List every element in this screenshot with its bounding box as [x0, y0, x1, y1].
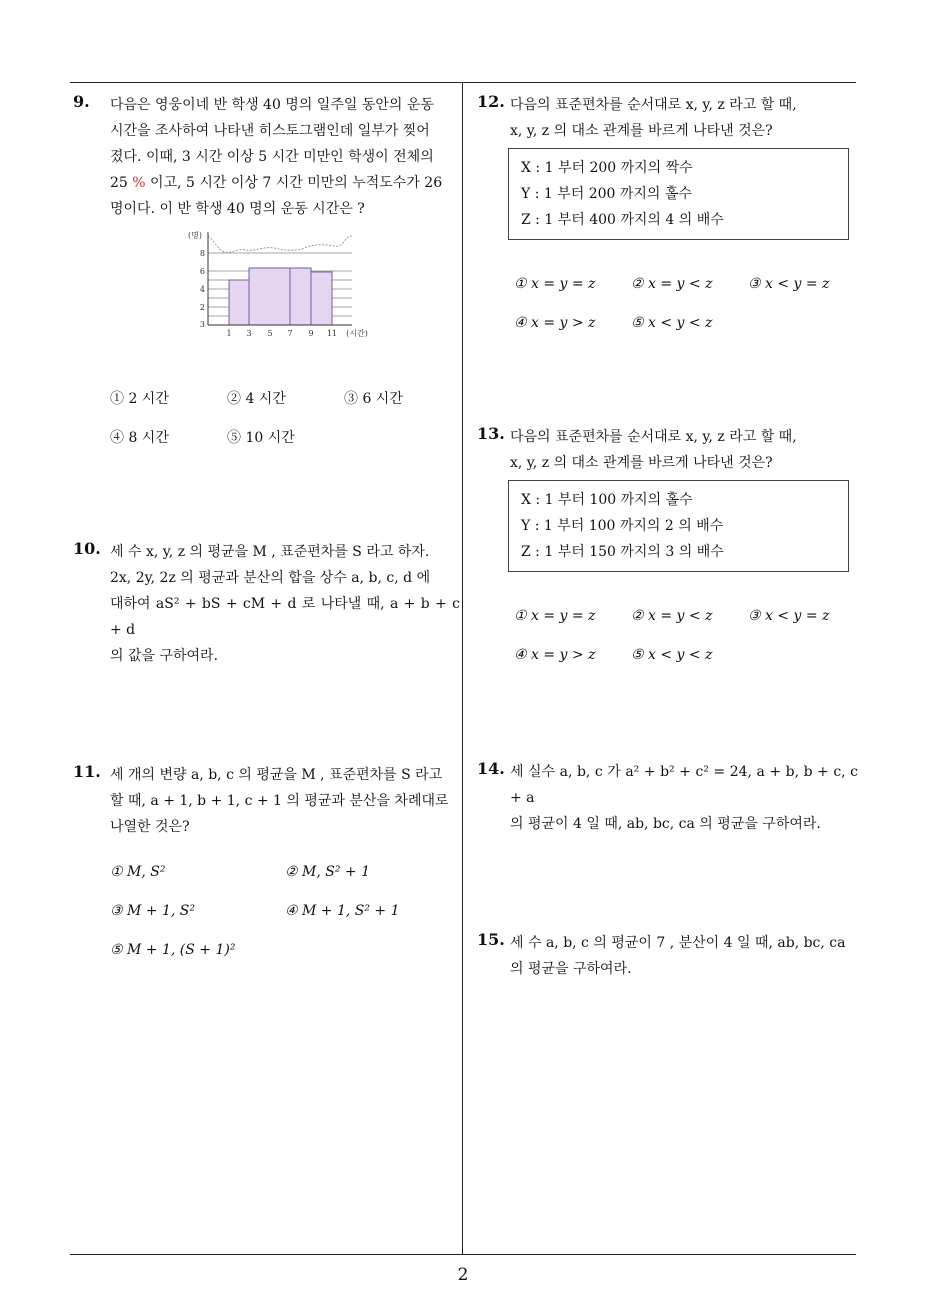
choice-5[interactable]: ⑤ 10 시간	[227, 430, 295, 446]
text-line: 의 평균을 구하여라.	[510, 961, 632, 977]
text-line: 2x, 2y, 2z 의 평균과 분산의 합을 상수 a, b, c, d 에	[110, 570, 431, 586]
text-line: 세 개의 변량 a, b, c 의 평균을 M , 표준편차를 S 라고	[110, 767, 443, 783]
question-number: 9.	[73, 92, 90, 111]
choice-5[interactable]: ⑤ M + 1, (S + 1)²	[110, 942, 236, 958]
x-tick-label: 11	[326, 329, 338, 338]
text-line	[110, 170, 460, 196]
top-rule	[70, 82, 856, 83]
condition-box	[508, 480, 849, 572]
question-text	[110, 539, 460, 669]
text-line: 시간을 조사하여 나타낸 히스토그램인데 일부가 찢어	[110, 123, 430, 139]
text-line: 의 값을 구하여라.	[110, 648, 219, 664]
choice-2[interactable]: ② x = y < z	[631, 608, 713, 624]
question-number: 12.	[477, 92, 505, 111]
condition-line: Y : 1 부터 200 까지의 홀수	[521, 186, 692, 202]
choice-1[interactable]: ① x = y = z	[514, 608, 596, 624]
percent-value: 25	[110, 175, 128, 191]
question-number: 10.	[73, 539, 101, 558]
text-line: 다음은 영웅이네 반 학생 40 명의 일주일 동안의 운동	[110, 97, 434, 113]
x-tick-label: 7	[287, 329, 293, 338]
x-tick-label: 1	[226, 329, 232, 338]
choice-5[interactable]: ⑤ x < y < z	[631, 315, 713, 331]
page-number: 2	[457, 1265, 469, 1285]
choice-3[interactable]: ③ x < y = z	[748, 276, 830, 292]
choice-1[interactable]: ① M, S²	[110, 864, 166, 880]
condition-box	[508, 148, 849, 240]
condition-line: Y : 1 부터 100 까지의 2 의 배수	[521, 518, 724, 534]
text-line: 나열한 것은?	[110, 819, 190, 835]
condition-line: Z : 1 부터 400 까지의 4 의 배수	[521, 212, 724, 228]
y-tick-label: 2	[199, 303, 205, 312]
question-text	[510, 92, 858, 144]
x-tick-label: 3	[246, 329, 252, 338]
x-tick-label: 9	[308, 329, 314, 338]
question-text	[510, 930, 858, 982]
choice-5[interactable]: ⑤ x < y < z	[631, 647, 713, 663]
question-text	[510, 424, 858, 476]
condition-line: Z : 1 부터 150 까지의 3 의 배수	[521, 544, 724, 560]
question-number: 14.	[477, 759, 505, 778]
question-number: 15.	[477, 930, 505, 949]
text-line: 대하여 aS² + bS + cM + d 로 나타낼 때, a + b + c + d	[110, 596, 460, 638]
percent-sign: %	[132, 175, 146, 191]
choice-4[interactable]: ④ x = y > z	[514, 647, 596, 663]
choice-2[interactable]: ② 4 시간	[227, 391, 286, 407]
text-line: 명이다. 이 반 학생 40 명의 운동 시간은 ?	[110, 201, 365, 217]
choice-4[interactable]: ④ 8 시간	[110, 430, 169, 446]
text-line: 의 평균이 4 일 때, ab, bc, ca 의 평균을 구하여라.	[510, 816, 821, 832]
histogram-chart	[184, 228, 384, 340]
condition-line: X : 1 부터 200 까지의 짝수	[521, 160, 693, 176]
choice-1[interactable]: ① x = y = z	[514, 276, 596, 292]
y-axis-label: (명)	[188, 231, 202, 240]
text-line: x, y, z 의 대소 관계를 바르게 나타낸 것은?	[510, 455, 773, 471]
question-text	[510, 759, 858, 837]
histogram-bar	[249, 268, 290, 325]
text-line: 세 수 x, y, z 의 평균을 M , 표준편차를 S 라고 하자.	[110, 544, 430, 560]
y-tick-label: 3	[199, 320, 205, 329]
bottom-rule	[70, 1254, 856, 1255]
choice-4[interactable]: ④ x = y > z	[514, 315, 596, 331]
choice-2[interactable]: ② M, S² + 1	[285, 864, 370, 880]
text-line: 세 수 a, b, c 의 평균이 7 , 분산이 4 일 때, ab, bc, ca	[510, 935, 846, 951]
column-divider	[462, 82, 463, 1254]
choice-1[interactable]: ① 2 시간	[110, 391, 169, 407]
text-line: 다음의 표준편차를 순서대로 x, y, z 라고 할 때,	[510, 429, 797, 445]
question-text	[110, 762, 460, 840]
histogram-bar	[311, 272, 332, 325]
text-fragment: 이고, 5 시간 이상 7 시간 미만의 누적도수가 26	[145, 175, 443, 191]
x-axis-label: (시간)	[346, 329, 368, 338]
choice-4[interactable]: ④ M + 1, S² + 1	[285, 903, 400, 919]
text-line: 다음의 표준편차를 순서대로 x, y, z 라고 할 때,	[510, 97, 797, 113]
condition-line: X : 1 부터 100 까지의 홀수	[521, 492, 693, 508]
question-number: 11.	[73, 762, 101, 781]
text-line: x, y, z 의 대소 관계를 바르게 나타낸 것은?	[510, 123, 773, 139]
torn-edge	[208, 236, 352, 252]
question-text	[110, 92, 460, 222]
text-line: 세 실수 a, b, c 가 a² + b² + c² = 24, a + b, b + c, c + a	[510, 764, 858, 806]
text-line: 졌다. 이때, 3 시간 이상 5 시간 미만인 학생이 전체의	[110, 149, 434, 165]
x-tick-label: 5	[267, 329, 273, 338]
question-number: 13.	[477, 424, 505, 443]
choice-2[interactable]: ② x = y < z	[631, 276, 713, 292]
choice-3[interactable]: ③ M + 1, S²	[110, 903, 195, 919]
text-line: 할 때, a + 1, b + 1, c + 1 의 평균과 분산을 차례대로	[110, 793, 449, 809]
histogram-bar	[290, 268, 311, 325]
histogram-bar	[229, 280, 249, 325]
choice-3[interactable]: ③ 6 시간	[344, 391, 403, 407]
y-tick-label: 4	[199, 285, 205, 294]
y-tick-label: 6	[199, 267, 205, 276]
y-tick-label: 8	[199, 249, 205, 258]
choice-3[interactable]: ③ x < y = z	[748, 608, 830, 624]
